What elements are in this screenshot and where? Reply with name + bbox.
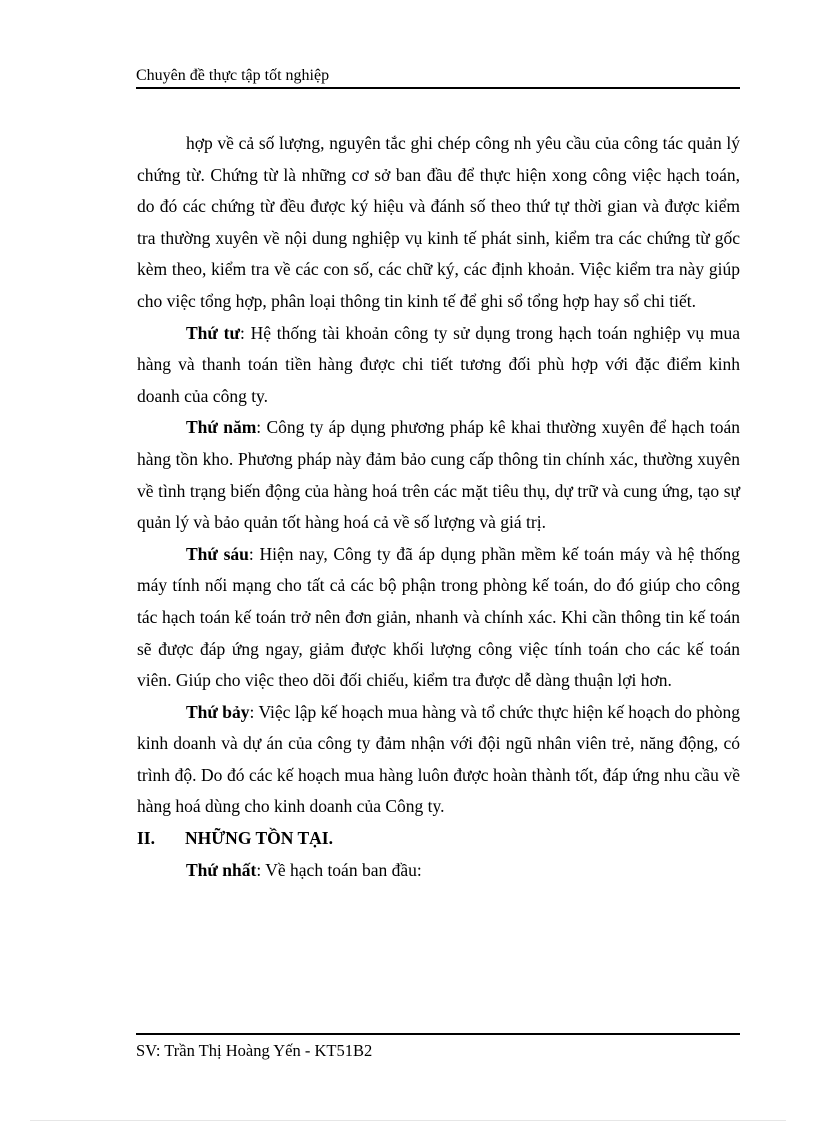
paragraph-sep: : [256, 859, 266, 880]
paragraph-thu-sau [137, 539, 740, 697]
section-title: NHỮNG TỒN TẠI. [185, 828, 333, 849]
paragraph-thu-bay [137, 697, 740, 823]
paragraph-lead: Thứ tư [186, 322, 240, 343]
header-title: Chuyên đề thực tập tốt nghiệp [136, 67, 330, 84]
paragraph-text: Hiện nay, Công ty đã áp dụng phần mềm kế toán máy và hệ thống máy tính nối mạng cho tất cả các bộ phận trong phòng kế toán, do đó giúp cho công tác hạch toán kế toán trở nên đơn giản, nhanh và chính xác. Khi cần thông tin kế toán sẽ được đáp ứng ngay, giảm được khối lượng công việc tính toán cho các kế toán viên. Giúp cho việc theo dõi đối chiếu, kiểm tra được dễ dàng thuận lợi hơn. [137, 543, 740, 691]
footer-divider [136, 1033, 740, 1035]
paragraph-sep: : [248, 543, 260, 564]
paragraph-text: Việc lập kế hoạch mua hàng và tổ chức thực hiện kế hoạch do phòng kinh doanh và dự án của công ty đảm nhận với đội ngũ nhân viên trẻ, năng động, có trình độ. Do đó các kế hoạch mua hàng luôn được hoàn thành tốt, đáp ứng nhu cầu về hàng hoá dùng cho kinh doanh của Công ty. [137, 701, 741, 817]
paragraph-text: hợp về cả số lượng, nguyên tắc ghi chép công nh yêu cầu của công tác quản lý chứng từ. Chứng từ là những cơ sở ban đầu để thực hiện xong công việc hạch toán, do đó các chứng từ đều được ký hiệu và đánh số theo thứ tự thời gian và được kiểm tra thường xuyên về nội dung nghiệp vụ kinh tế phát sinh, kiểm tra các chứng từ gốc kèm theo, kiểm tra về các con số, các chữ ký, các định khoản. Việc kiểm tra này giúp cho việc tổng hợp, phân loại thông tin kinh tế để ghi sổ tổng hợp hay sổ chi tiết. [137, 133, 740, 311]
paragraph-thu-tu [137, 318, 740, 413]
paragraph-text: Về hạch toán ban đầu: [265, 859, 422, 880]
section-heading [137, 823, 740, 855]
paragraph-sep: : [249, 701, 259, 722]
section-number: II. [137, 828, 155, 849]
paragraph-thu-nhat [137, 855, 740, 887]
footer-text: SV: Trần Thị Hoàng Yến - KT51B2 [136, 1041, 373, 1060]
document-body [137, 128, 740, 886]
page-header [136, 66, 740, 89]
paragraph-1 [137, 128, 740, 318]
page-bottom-divider [30, 1120, 786, 1121]
paragraph-lead: Thứ nhất [186, 859, 257, 880]
paragraph-text: Hệ thống tài khoản công ty sử dụng trong hạch toán nghiệp vụ mua hàng và thanh toán tiền hàng được chi tiết tương đối phù hợp với đặc điểm kinh doanh của công ty. [137, 322, 740, 406]
paragraph-sep: : [239, 322, 251, 343]
paragraph-text: Công ty áp dụng phương pháp kê khai thường xuyên để hạch toán hàng tồn kho. Phương pháp này đảm bảo cung cấp thông tin chính xác, thường xuyên về tình trạng biến động của hàng hoá trên các mặt tiêu thụ, dự trữ và cung ứng, tạo sự quản lý và bảo quản tốt hàng hoá cả về số lượng và giá trị. [137, 417, 740, 533]
paragraph-lead: Thứ sáu [186, 543, 249, 564]
paragraph-lead: Thứ năm [186, 417, 257, 438]
paragraph-sep: : [256, 417, 267, 438]
paragraph-thu-nam [137, 412, 740, 538]
page-footer [136, 1040, 372, 1062]
paragraph-lead: Thứ bảy [186, 701, 250, 722]
